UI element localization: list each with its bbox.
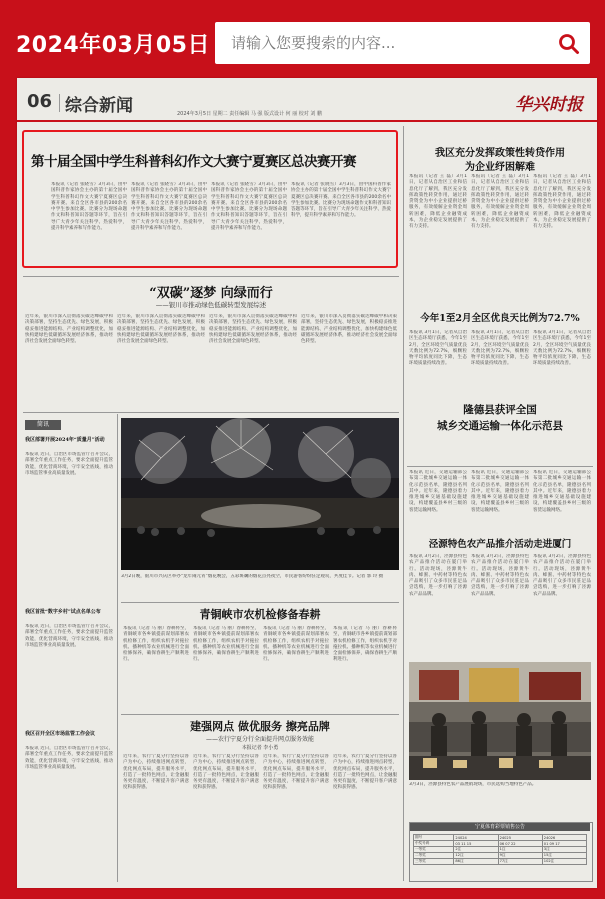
table-cell: 二等奖 xyxy=(414,853,454,859)
lottery-title: 宁夏体育彩票销售公告 xyxy=(410,823,590,831)
column-divider xyxy=(403,126,404,881)
network-body: 近年来，农行宁夏分行坚持以客户为中心，持续推进网点转型，优化网点布局，提升服务水平，打造了一批特色网点，让金融服务更有温度，不断提升客户满意度和获得感。 xyxy=(123,754,189,791)
growth-body-col2: 本报讯 3月1日，记者从自治区生态环境厅获悉，今年1至2月，全区环境空气质量优良天数比例为72.7%，细颗粒物平均浓度同比下降，生态环境质量持续改善。 xyxy=(471,330,529,367)
sidebar-item3-body: 本报讯 近日，自治区市场监管厅召开会议，部署全年重点工作任务，要求全面提升监管效能，优化营商环境，守牢安全底线，推动市场监管事业高质量发展。 xyxy=(25,746,113,770)
county-subheadline: 城乡交通运输一体化示范县 xyxy=(437,420,563,432)
table-cell: 2注 xyxy=(454,847,498,853)
farm-body: 本报讯（记者 马 丽）春耕将至，青铜峡市各乡镇提前谋划部署农机检修工作，组织农机手对拖拉机、播种机等农业机械进行全面检修保养，确保春耕生产顺利进行。 xyxy=(123,626,189,663)
festival-body-col3: 本报讯 3月2日，泾源县特色农产品推介活动在厦门举行。活动现场，泾源黄牛肉、蜂蜜、中药材等特色农产品吸引了众多市民驻足品尝选购，进一步打响了泾源农产品品牌。 xyxy=(533,554,591,597)
table-cell: 24024 xyxy=(454,835,498,841)
farm-body-col3: 本报讯（记者 马 丽）春耕将至，青铜峡市各乡镇提前谋划部署农机检修工作，组织农机手对拖拉机、播种机等农业机械进行全面检修保养，确保春耕生产顺利进行。 xyxy=(263,626,329,663)
policy-body-col2: 本报讯（记者 王 磊）3月1日，记者从自治区工业和信息化厅了解到，我区充分发挥政策性转贷作用，通过转贷资金为中小企业提供过桥服务，有效缓解企业资金周转困难，降低企业融资成本，为企业稳定发展提供了有力支持。 xyxy=(471,174,529,230)
lead-headline[interactable]: 第十届全国中学生科普科幻作文大赛宁夏赛区总决赛开赛 xyxy=(31,154,356,170)
sidebar-vline xyxy=(117,414,118,882)
masthead-info: 2024年3月5日 星期二 责任编辑 马 强 版式设计 何 丽 校对 刘 鹏 xyxy=(177,111,322,117)
carbon-body: 近年来，银川市深入贯彻落实碳达峰碳中和决策部署，坚持生态优先、绿色发展，积极稳妥推进能源结构、产业结构调整优化，加快构建绿色低碳循环发展经济体系，推动经济社会发展全面绿色转型。 xyxy=(25,314,113,345)
policy-subheadline: 为企业纾困解难 xyxy=(465,162,535,173)
carbon-body-col3: 近年来，银川市深入贯彻落实碳达峰碳中和决策部署，坚持生态优先、绿色发展，积极稳妥推进能源结构、产业结构调整优化，加快构建绿色低碳循环发展经济体系，推动经济社会发展全面绿色转型。 xyxy=(209,314,297,345)
table-cell: 24025 xyxy=(498,835,542,841)
table-cell: 102注 xyxy=(542,859,586,865)
county-body-col1: 本报讯 近日，交通运输部公布第二批城乡交通运输一体化示范县名单，隆德县名列其中。近年来，隆德县着力推进城乡交通基础设施建设，构建覆盖县乡村三级的客货运输网络。 xyxy=(409,470,467,513)
sidebar-item2-title[interactable]: 我区首批“数字乡村”试点名单公布 xyxy=(25,609,101,615)
festival-photo[interactable] xyxy=(409,662,591,780)
lead-body-col4: 本报讯（记者 张晓雪）3月3日，由中国科普作家协会主办的第十届全国中学生科普科幻作文大赛宁夏赛区总决赛开赛。来自全区各市县的200余名中学生参加比赛。比赛分为现场命题作文和科普知识答题等环节，旨在引导广大青少年关注科学、热爱科学，提升科学素养和写作能力。 xyxy=(291,182,391,219)
table-cell: 77注 xyxy=(498,859,542,865)
sidebar-divider xyxy=(23,412,399,413)
newspaper-logo: 华兴时报 xyxy=(515,95,583,115)
table-row xyxy=(414,859,587,865)
table-cell: 中奖号码 xyxy=(414,841,454,847)
fireworks-photo[interactable] xyxy=(121,418,399,570)
newspaper-page xyxy=(17,78,597,888)
table-cell: 01 09 17 xyxy=(542,841,586,847)
festival-body: 本报讯 3月2日，泾源县特色农产品推介活动在厦门举行。活动现场，泾源黄牛肉、蜂蜜、中药材等特色农产品吸引了众多市民驻足品尝选购，进一步打响了泾源农产品品牌。 xyxy=(409,554,467,597)
lead-body-col3: 本报讯（记者 张晓雪）3月3日，由中国科普作家协会主办的第十届全国中学生科普科幻作文大赛宁夏赛区总决赛开赛。来自全区各市县的200余名中学生参加比赛。比赛分为现场命题作文和科普知识答题等环节，旨在引导广大青少年关注科学、热爱科学，提升科学素养和写作能力。 xyxy=(211,182,287,232)
farm-body-col4: 本报讯（记者 马 丽）春耕将至，青铜峡市各乡镇提前谋划部署农机检修工作，组织农机手对拖拉机、播种机等农业机械进行全面检修保养，确保春耕生产顺利进行。 xyxy=(333,626,397,663)
network-subheadline: ——农行宁夏分行全面提升网点服务效能 xyxy=(205,736,314,743)
top-bar xyxy=(0,0,605,80)
table-cell: 3注 xyxy=(542,847,586,853)
table-cell: 12注 xyxy=(454,853,498,859)
sidebar-item1-title[interactable]: 我区部署开展2024年“质量月”活动 xyxy=(25,437,105,443)
table-cell: 一等奖 xyxy=(414,847,454,853)
carbon-headline[interactable]: “双碳”逐梦 向绿而行 xyxy=(149,286,273,301)
network-byline: 本报记者 李小勇 xyxy=(241,745,279,751)
network-body-col3: 近年来，农行宁夏分行坚持以客户为中心，持续推进网点转型，优化网点布局，提升服务水平，打造了一批特色网点，让金融服务更有温度，不断提升客户满意度和获得感。 xyxy=(263,754,329,791)
table-cell: 06 07 22 xyxy=(498,841,542,847)
table-cell: 86注 xyxy=(454,859,498,865)
policy-headline[interactable]: 我区充分发挥政策性转贷作用 xyxy=(435,148,565,159)
farm-headline[interactable]: 青铜峡市农机检修备春耕 xyxy=(199,608,321,621)
county-body-col2: 本报讯 近日，交通运输部公布第二批城乡交通运输一体化示范县名单，隆德县名列其中。近年来，隆德县着力推进城乡交通基础设施建设，构建覆盖县乡村三级的客货运输网络。 xyxy=(471,470,529,513)
policy-body-col3: 本报讯（记者 王 磊）3月1日，记者从自治区工业和信息化厅了解到，我区充分发挥政策性转贷作用，通过转贷资金为中小企业提供过桥服务，有效缓解企业资金周转困难，降低企业融资成本，为企业稳定发展提供了有力支持。 xyxy=(533,174,591,230)
table-cell: 24026 xyxy=(542,835,586,841)
festival-headline[interactable]: 泾源特色农产品推介活动走进厦门 xyxy=(428,539,572,550)
page-masthead xyxy=(17,78,597,122)
festival-body-col2: 本报讯 3月2日，泾源县特色农产品推介活动在厦门举行。活动现场，泾源黄牛肉、蜂蜜、中药材等特色农产品吸引了众多市民驻足品尝选购，进一步打响了泾源农产品品牌。 xyxy=(471,554,529,597)
farm-body-col2: 本报讯（记者 马 丽）春耕将至，青铜峡市各乡镇提前谋划部署农机检修工作，组织农机手对拖拉机、播种机等农业机械进行全面检修保养，确保春耕生产顺利进行。 xyxy=(193,626,259,663)
network-divider xyxy=(121,714,399,715)
lottery-table xyxy=(413,834,587,865)
network-body-col4: 近年来，农行宁夏分行坚持以客户为中心，持续推进网点转型，优化网点布局，提升服务水平，打造了一批特色网点，让金融服务更有温度，不断提升客户满意度和获得感。 xyxy=(333,754,397,791)
table-cell: 03 11 15 xyxy=(454,841,498,847)
table-cell: 三等奖 xyxy=(414,859,454,865)
growth-body: 本报讯 3月1日，记者从自治区生态环境厅获悉，今年1至2月，全区环境空气质量优良天数比例为72.7%，细颗粒物平均浓度同比下降，生态环境质量持续改善。 xyxy=(409,330,467,367)
page-number: 06 xyxy=(27,91,53,112)
county-divider xyxy=(407,466,593,467)
farm-divider xyxy=(121,602,399,603)
lead-body: 本报讯（记者 张晓雪）3月3日，由中国科普作家协会主办的第十届全国中学生科普科幻作文大赛宁夏赛区总决赛开赛。来自全区各市县的200余名中学生参加比赛。比赛分为现场命题作文和科普知识答题等环节，旨在引导广大青少年关注科学、热爱科学，提升科学素养和写作能力。 xyxy=(51,182,127,232)
sidebar-item3-title[interactable]: 我区召开全区市场监管工作会议 xyxy=(25,731,96,737)
search-input[interactable] xyxy=(215,22,535,64)
carbon-body-col2: 近年来，银川市深入贯彻落实碳达峰碳中和决策部署，坚持生态优先、绿色发展，积极稳妥推进能源结构、产业结构调整优化，加快构建绿色低碳循环发展经济体系，推动经济社会发展全面绿色转型。 xyxy=(117,314,205,345)
search-box[interactable] xyxy=(215,22,590,64)
table-cell: 1注 xyxy=(498,847,542,853)
section-title: 综合新闻 xyxy=(65,96,133,116)
fireworks-caption: 3月2日晚，银川市兴庆区举办“龙年闹元宵”烟花晚会，五彩斑斓的烟花点亮夜空，市民游客纷纷驻足观赏，共度佳节。记者 郭 玲 摄 xyxy=(121,574,384,579)
sidebar-tag: 简讯 xyxy=(25,420,61,430)
carbon-body-col4: 近年来，银川市深入贯彻落实碳达峰碳中和决策部署，坚持生态优先、绿色发展，积极稳妥推进能源结构、产业结构调整优化，加快构建绿色低碳循环发展经济体系，推动经济社会发展全面绿色转型。 xyxy=(301,314,397,345)
growth-headline[interactable]: 今年1至2月全区优良天比例为72.7% xyxy=(420,313,580,324)
festival-photo-caption: 3月3日，泾源县特色农产品展销现场，市民选购当地特色产品。 xyxy=(409,782,537,787)
growth-body-col3: 本报讯 3月1日，记者从自治区生态环境厅获悉，今年1至2月，全区环境空气质量优良天数比例为72.7%，细颗粒物平均浓度同比下降，生态环境质量持续改善。 xyxy=(533,330,591,367)
masthead-divider xyxy=(59,94,60,112)
sidebar-item1-body: 本报讯 近日，自治区市场监管厅召开会议，部署全年重点工作任务，要求全面提升监管效能，优化营商环境，守牢安全底线，推动市场监管事业高质量发展。 xyxy=(25,452,113,476)
lead-body-col2: 本报讯（记者 张晓雪）3月3日，由中国科普作家协会主办的第十届全国中学生科普科幻作文大赛宁夏赛区总决赛开赛。来自全区各市县的200余名中学生参加比赛。比赛分为现场命题作文和科普知识答题等环节，旨在引导广大青少年关注科学、热爱科学，提升科学素养和写作能力。 xyxy=(131,182,207,232)
county-body-col3: 本报讯 近日，交通运输部公布第二批城乡交通运输一体化示范县名单，隆德县名列其中。近年来，隆德县着力推进城乡交通基础设施建设，构建覆盖县乡村三级的客货运输网络。 xyxy=(533,470,591,513)
table-cell: 9注 xyxy=(498,853,542,859)
search-icon[interactable] xyxy=(556,31,582,57)
sidebar-item2-body: 本报讯 近日，自治区市场监管厅召开会议，部署全年重点工作任务，要求全面提升监管效能，优化营商环境，守牢安全底线，推动市场监管事业高质量发展。 xyxy=(25,624,113,648)
network-headline[interactable]: 建强网点 做优服务 擦亮品牌 xyxy=(190,720,330,733)
table-cell: 期号 xyxy=(414,835,454,841)
section-divider xyxy=(23,276,399,277)
table-cell: 15注 xyxy=(542,853,586,859)
county-headline[interactable]: 隆德县获评全国 xyxy=(463,404,537,416)
network-body-col2: 近年来，农行宁夏分行坚持以客户为中心，持续推进网点转型，优化网点布局，提升服务水平，打造了一批特色网点，让金融服务更有温度，不断提升客户满意度和获得感。 xyxy=(193,754,259,791)
issue-date[interactable]: 2024年03月05日 xyxy=(16,33,210,58)
policy-body: 本报讯（记者 王 磊）3月1日，记者从自治区工业和信息化厅了解到，我区充分发挥政策性转贷作用，通过转贷资金为中小企业提供过桥服务，有效缓解企业资金周转困难，降低企业融资成本，为企业稳定发展提供了有力支持。 xyxy=(409,174,467,230)
carbon-subheadline: ——银川市推动绿色低碳转型发展综述 xyxy=(155,301,267,309)
